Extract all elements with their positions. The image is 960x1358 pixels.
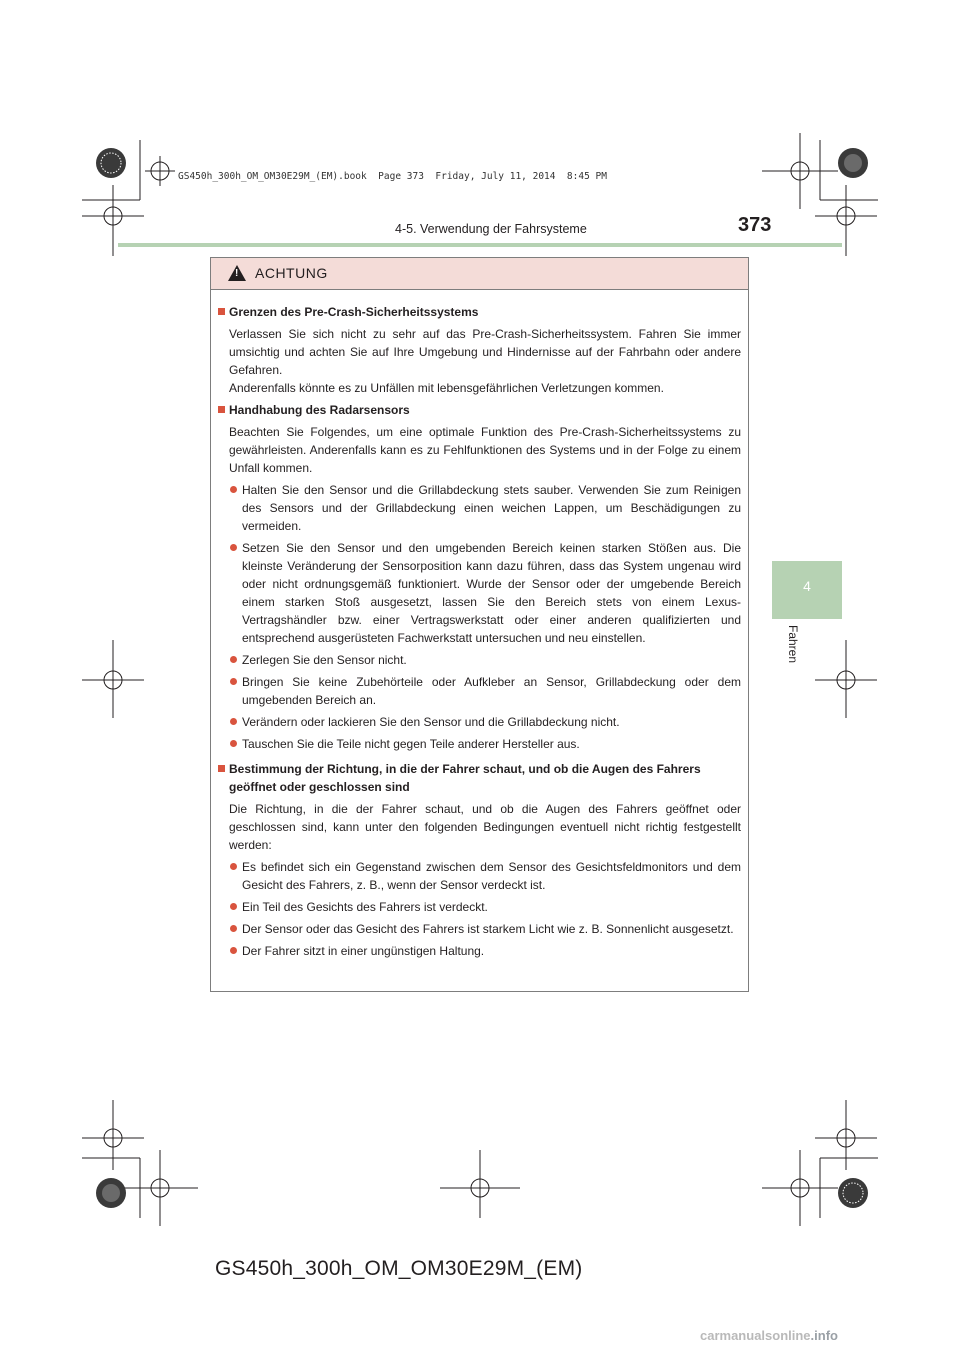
warning-triangle-icon — [228, 265, 246, 281]
list-item: Setzen Sie den Sensor und den umgebenden Bereich keinen starken Stößen aus. Die kleinste Veränderung der Sensorposition kann dazu führen, dass das System ungenau wird oder nicht ordnungsgemäß funktioniert. Wurde der Sensor oder der umgebende Bereich einem starken Stoß ausgesetzt, lassen Sie den Bereich stets von einem Lexus-Vertragshändler bzw. einer Vertragswerkstatt oder einer anderen qualifizierten und entsprechend ausgerüsteten Fachwerkstatt untersuchen und neu einstellen. — [218, 539, 741, 647]
paragraph-text: Verlassen Sie sich nicht zu sehr auf das Pre-Crash-Sicherheitssystem. Fahren Sie immer umsichtig und achten Sie auf Ihre Umgebung und Hindernisse auf der Fahrbahn oder andere Gefahren. — [229, 327, 741, 377]
list-item: Ein Teil des Gesichts des Fahrers ist verdeckt. — [218, 898, 741, 916]
chapter-tab-label — [786, 625, 800, 685]
page-number: 373 — [738, 214, 772, 236]
watermark-link[interactable] — [700, 1328, 838, 1343]
list-item: Zerlegen Sie den Sensor nicht. — [218, 651, 741, 669]
warning-title: ACHTUNG — [255, 265, 328, 281]
watermark-suffix: .info — [810, 1328, 838, 1343]
chapter-tab-number: 4 — [803, 578, 811, 594]
list-item: Verändern oder lackieren Sie den Sensor und die Grillabdeckung nicht. — [218, 713, 741, 731]
list-item: Der Sensor oder das Gesicht des Fahrers ist starkem Licht wie z. B. Sonnenlicht ausgesetzt. — [218, 920, 741, 938]
warning-box — [210, 257, 749, 992]
section-heading: Grenzen des Pre-Crash-Sicherheitssystems — [218, 303, 741, 321]
warning-body — [218, 300, 741, 960]
list-item: Halten Sie den Sensor und die Grillabdeckung stets sauber. Verwenden Sie zum Reinigen des Sensors und der Grillabdeckung einen weichen Lappen, um Beschädigungen zu vermeiden. — [218, 481, 741, 535]
paragraph — [218, 325, 741, 397]
section-title: 4-5. Verwendung der Fahrsysteme — [395, 222, 587, 236]
paragraph: Beachten Sie Folgendes, um eine optimale Funktion des Pre-Crash-Sicherheitssystems zu gewährleisten. Anderenfalls kann es zu Fehlfunktionen des Systems und in der Folge zu einem Unfall kommen. — [229, 425, 741, 475]
header-rule — [118, 243, 842, 247]
warning-header — [211, 258, 748, 290]
chapter-tab-label-text: Fahren — [786, 625, 800, 664]
footer-document-code: GS450h_300h_OM_OM30E29M_(EM) — [215, 1257, 583, 1280]
list-item: Es befindet sich ein Gegenstand zwischen dem Sensor des Gesichtsfeldmonitors und dem Gesicht des Fahrers, z. B., wenn der Sensor verdeckt ist. — [218, 858, 741, 894]
list-item: Tauschen Sie die Teile nicht gegen Teile anderer Hersteller aus. — [218, 735, 741, 753]
print-header: GS450h_300h_OM_OM30E29M_(EM).book Page 373 Friday, July 11, 2014 8:45 PM — [178, 171, 607, 182]
watermark-main: carmanualsonline — [700, 1328, 811, 1343]
section-heading: Bestimmung der Richtung, in die der Fahrer schaut, und ob die Augen des Fahrers geöffnet oder geschlossen sind — [218, 760, 741, 796]
section-heading: Handhabung des Radarsensors — [218, 401, 741, 419]
list-item: Bringen Sie keine Zubehörteile oder Aufkleber an Sensor, Grillabdeckung oder dem umgebenden Bereich an. — [218, 673, 741, 709]
list-item: Der Fahrer sitzt in einer ungünstigen Haltung. — [218, 942, 741, 960]
paragraph-text: Anderenfalls könnte es zu Unfällen mit lebensgefährlichen Verletzungen kommen. — [229, 381, 664, 395]
paragraph: Die Richtung, in die der Fahrer schaut, und ob die Augen des Fahrers geöffnet oder geschlossen sind, kann unter den folgenden Bedingungen eventuell nicht richtig festgestellt werden: — [229, 802, 741, 852]
